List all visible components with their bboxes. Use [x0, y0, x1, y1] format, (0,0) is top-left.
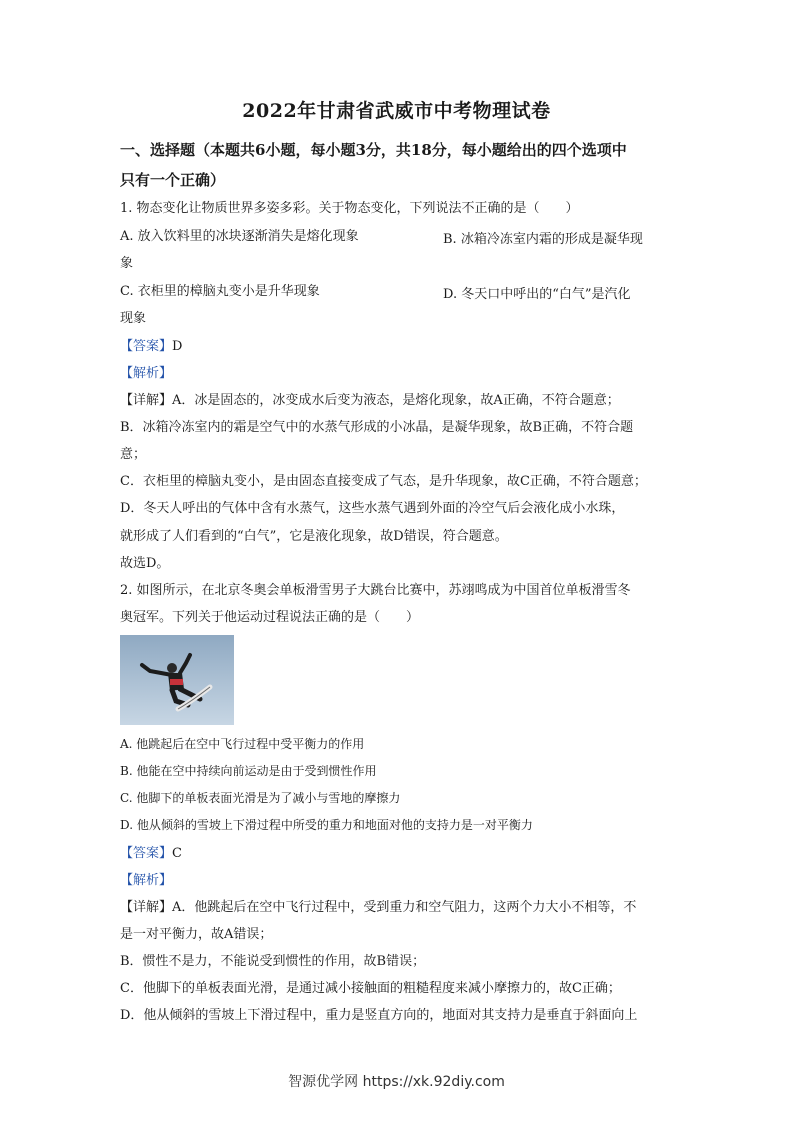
q1-conclusion: 故选D。: [120, 556, 170, 571]
q1-option-b-wrap: 象: [120, 256, 134, 271]
q1-detail-line: D．冬天人呼出的气体中含有水蒸气，这些水蒸气遇到外面的冷空气后会液化成小水珠，: [120, 501, 625, 516]
q2-stem-line1: 2. 如图所示，在北京冬奥会单板滑雪男子大跳台比赛中，苏翊鸣成为中国首位单板滑雪冬: [120, 583, 631, 598]
q2-analysis: [120, 872, 690, 890]
watermark-footer: 智源优学网 https://xk.92diy.com: [288, 1074, 505, 1090]
q1-detail-line: 意；: [120, 447, 147, 462]
snowboarder-photo: [120, 635, 234, 725]
q2-detail-line: C．他脚下的单板表面光滑，是通过减小接触面的粗糙程度来减小摩擦力的，故C正确；: [120, 981, 621, 996]
page-title: 2022年甘肃省武威市中考物理试卷: [242, 100, 551, 122]
answer-tag: 【答案】: [120, 846, 173, 861]
q2-answer: [120, 845, 690, 863]
section-heading-line1: 一、选择题（本题共6小题，每小题3分，共18分，每小题给出的四个选项中: [120, 141, 627, 159]
q1-option-a: A. 放入饮料里的冰块逐渐消失是熔化现象: [120, 229, 359, 244]
q1-option-d-wrap: 现象: [120, 311, 147, 326]
q2-option-a: A. 他跳起后在空中飞行过程中受平衡力的作用: [120, 737, 365, 751]
q2-detail-line: B．惯性不是力，不能说受到惯性的作用，故B错误；: [120, 954, 426, 969]
q2-detail-line: [120, 899, 690, 917]
detail-tag: 【详解】: [120, 900, 173, 915]
detail-text: A．他跳起后在空中飞行过程中，受到重力和空气阻力，这两个力大小不相等，不: [172, 900, 637, 915]
detail-tag: 【详解】: [120, 393, 173, 408]
q2-option-c: C. 他脚下的单板表面光滑是为了减小与雪地的摩擦力: [120, 791, 401, 805]
q1-detail-line: [120, 392, 690, 410]
q2-stem-line2: 奥冠军。下列关于他运动过程说法正确的是（ ）: [120, 610, 420, 625]
q1-option-c: C. 衣柜里的樟脑丸变小是升华现象: [120, 284, 320, 299]
analysis-tag: 【解析】: [120, 366, 173, 381]
q2-detail-line: D．他从倾斜的雪坡上下滑过程中，重力是竖直方向的，地面对其支持力是垂直于斜面向上: [120, 1008, 638, 1023]
detail-text: A．冰是固态的，冰变成水后变为液态，是熔化现象，故A正确，不符合题意；: [172, 393, 620, 408]
q2-option-b: B. 他能在空中持续向前运动是由于受到惯性作用: [120, 764, 377, 778]
q1-option-d: D. 冬天口中呼出的“白气”是汽化: [443, 287, 631, 302]
q2-detail-line: 是一对平衡力，故A错误；: [120, 927, 273, 942]
q1-detail-line: B．冰箱冷冻室内的霜是空气中的水蒸气形成的小冰晶，是凝华现象，故B正确，不符合题: [120, 420, 634, 435]
q1-stem: 1. 物态变化让物质世界多姿多彩。关于物态变化，下列说法不正确的是（ ）: [120, 201, 579, 216]
q1-answer: [120, 338, 690, 356]
section-heading-line2: 只有一个正确）: [120, 171, 226, 189]
q2-option-d: D. 他从倾斜的雪坡上下滑过程中所受的重力和地面对他的支持力是一对平衡力: [120, 818, 533, 832]
q1-option-b: B. 冰箱冷冻室内霜的形成是凝华现: [443, 232, 643, 247]
answer-value: D: [172, 339, 183, 354]
q1-detail-line: C．衣柜里的樟脑丸变小，是由固态直接变成了气态，是升华现象，故C正确，不符合题意；: [120, 474, 647, 489]
answer-value: C: [172, 846, 182, 861]
q1-analysis: [120, 365, 690, 383]
analysis-tag: 【解析】: [120, 873, 173, 888]
q1-detail-line: 就形成了人们看到的“白气”，它是液化现象，故D错误，符合题意。: [120, 529, 508, 544]
answer-tag: 【答案】: [120, 339, 173, 354]
